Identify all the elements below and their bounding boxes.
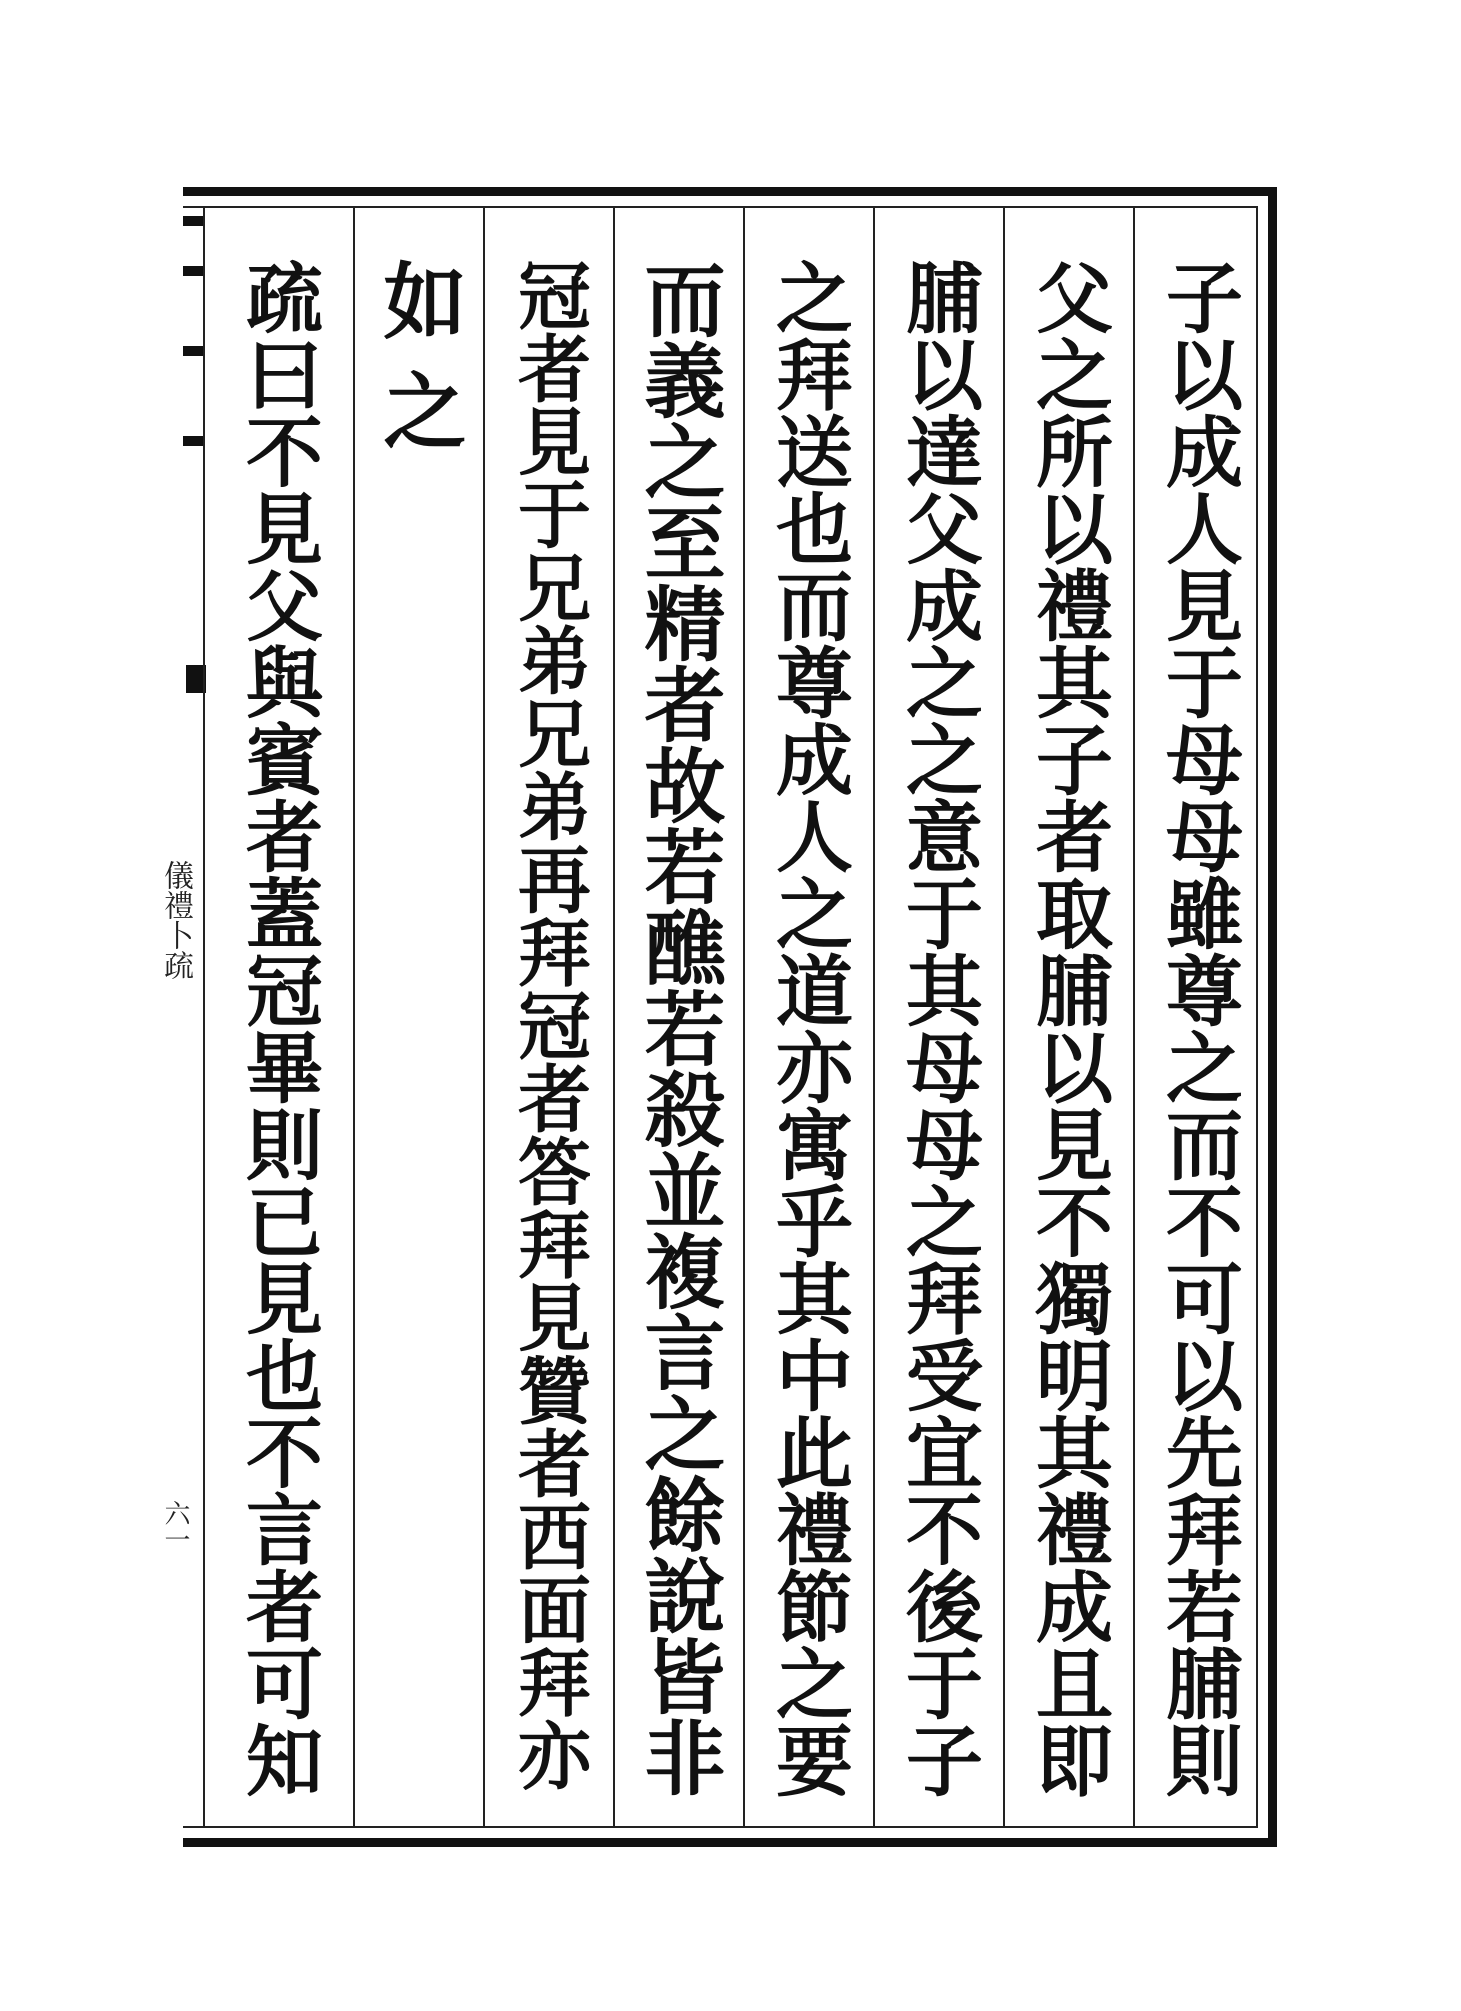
column-text: 冠者見于兄弟兄弟再拜冠者答拜見贊者西面拜亦 (505, 258, 591, 1791)
column-text: 脯以達父成之之意于其母母之拜受宜不後于子 (893, 258, 983, 1798)
fore-edge-page-number: 六一 (160, 1500, 190, 1552)
text-frame (183, 187, 1277, 1847)
text-column (493, 258, 603, 1791)
text-frame-inner (183, 206, 1258, 1828)
fore-edge-title: 儀禮卜疏 (158, 860, 193, 980)
column-rule (203, 208, 205, 1826)
column-text: 而義之至精者故若醮若殺並複言之餘說皆非 (631, 258, 726, 1797)
column-rule (353, 208, 355, 1826)
column-rule (483, 208, 485, 1826)
column-text: 疏曰不見父與賓者蓋冠畢則已見也不言者可知 (233, 258, 323, 1798)
text-column (623, 258, 733, 1797)
column-text: 子以成人見于母母雖尊之而不可以先拜若脯則 (1153, 258, 1243, 1798)
text-column (223, 258, 333, 1798)
text-column (883, 258, 993, 1798)
column-text: 如之 (369, 258, 467, 478)
column-text: 父之所以禮其子者取脯以見不獨明其禮成且即 (1023, 258, 1113, 1798)
text-column (753, 258, 863, 1798)
column-rule (1133, 208, 1135, 1826)
column-rule (613, 208, 615, 1826)
text-column (1013, 258, 1123, 1798)
column-rule (873, 208, 875, 1826)
text-column (1143, 258, 1253, 1798)
column-rule (1003, 208, 1005, 1826)
column-rule (743, 208, 745, 1826)
text-column (363, 258, 473, 478)
column-text: 之拜送也而尊成人之道亦寓乎其中此禮節之要 (763, 258, 853, 1798)
